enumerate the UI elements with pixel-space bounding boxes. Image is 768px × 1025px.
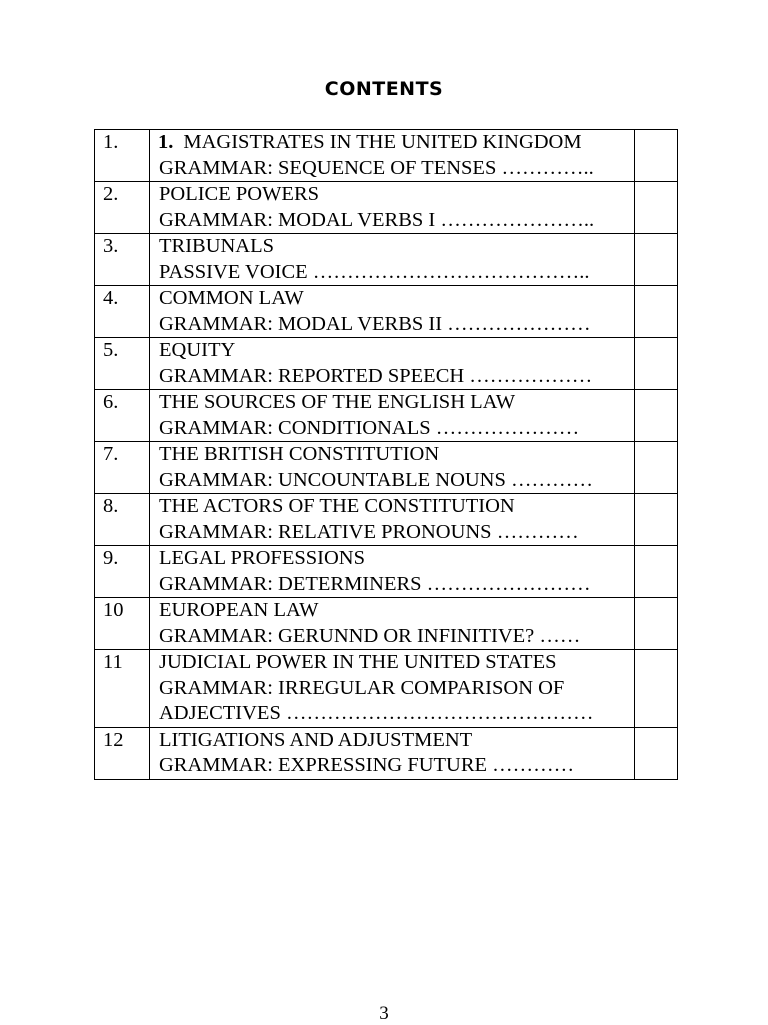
entry-subtitle: GRAMMAR: UNCOUNTABLE NOUNS ………… (159, 468, 594, 491)
table-row (95, 338, 678, 390)
entry-title: LITIGATIONS AND ADJUSTMENT (159, 728, 473, 751)
entry-subtitle: GRAMMAR: REPORTED SPEECH ……………… (159, 364, 593, 387)
table-row (95, 286, 678, 338)
entry-subtitle: GRAMMAR: CONDITIONALS ………………… (159, 416, 580, 439)
entry-number: 3. (95, 234, 150, 286)
page-number: 3 (379, 1003, 389, 1024)
entry-page-cell (635, 130, 678, 182)
entry-page-cell (635, 286, 678, 338)
entry-page-cell (635, 546, 678, 598)
entry-subtitle: ADJECTIVES ……………………………………… (159, 702, 594, 724)
entry-subtitle: GRAMMAR: MODAL VERBS II ………………… (159, 312, 591, 335)
entry-topic (150, 442, 635, 494)
entry-number: 11 (95, 650, 150, 728)
entry-title: THE ACTORS OF THE CONSTITUTION (159, 495, 515, 517)
table-row (95, 234, 678, 286)
entry-topic (150, 338, 635, 390)
entry-subtitle: GRAMMAR: EXPRESSING FUTURE ………… (159, 754, 575, 776)
entry-topic (150, 390, 635, 442)
entry-page-cell (635, 494, 678, 546)
entry-title: EQUITY (159, 339, 236, 361)
entry-page-cell (635, 182, 678, 234)
entry-subtitle: GRAMMAR: GERUNND OR INFINITIVE? …… (159, 624, 581, 647)
entry-number: 6. (95, 390, 150, 442)
entry-number: 8. (95, 494, 150, 546)
entry-topic (150, 494, 635, 546)
entry-number: 1. (95, 130, 150, 182)
entry-page-cell (635, 390, 678, 442)
entry-topic (150, 546, 635, 598)
entry-topic (150, 650, 635, 728)
entry-subtitle: GRAMMAR: DETERMINERS …………………… (159, 572, 591, 595)
entry-page-cell (635, 234, 678, 286)
table-row (95, 130, 678, 182)
entry-subtitle: GRAMMAR: RELATIVE PRONOUNS ………… (159, 520, 579, 543)
entry-title: EUROPEAN LAW (159, 599, 319, 621)
entry-number: 9. (95, 546, 150, 598)
table-row (95, 598, 678, 650)
entry-subtitle: GRAMMAR: SEQUENCE OF TENSES ………….. (159, 156, 594, 179)
entry-topic (150, 727, 635, 779)
page-title: CONTENTS (324, 78, 444, 100)
entry-topic (150, 234, 635, 286)
entry-title: POLICE POWERS (159, 183, 320, 205)
entry-page-cell (635, 650, 678, 728)
entry-title-text: MAGISTRATES IN THE UNITED KINGDOM (183, 131, 582, 153)
entry-title: COMMON LAW (159, 287, 304, 309)
entry-title: JUDICIAL POWER IN THE UNITED STATES (159, 651, 557, 673)
entry-page-cell (635, 338, 678, 390)
entry-number: 4. (95, 286, 150, 338)
entry-topic (150, 182, 635, 234)
entry-page-cell (635, 598, 678, 650)
entry-title: THE BRITISH CONSTITUTION (159, 443, 440, 465)
table-row (95, 494, 678, 546)
entry-subtitle: GRAMMAR: MODAL VERBS I ………………….. (159, 208, 595, 231)
entry-subtitle: PASSIVE VOICE ………………………………….. (159, 260, 590, 283)
table-row (95, 546, 678, 598)
entry-number: 5. (95, 338, 150, 390)
table-row (95, 442, 678, 494)
contents-table (94, 129, 678, 780)
entry-title: LEGAL PROFESSIONS (159, 547, 365, 569)
contents-table-body (95, 130, 678, 780)
entry-page-cell (635, 442, 678, 494)
entry-title: TRIBUNALS (159, 235, 275, 257)
table-row (95, 390, 678, 442)
entry-number: 12 (95, 727, 150, 779)
entry-page-cell (635, 727, 678, 779)
entry-title: THE SOURCES OF THE ENGLISH LAW (159, 391, 516, 413)
entry-number: 2. (95, 182, 150, 234)
table-row (95, 727, 678, 779)
entry-subtitle: GRAMMAR: IRREGULAR COMPARISON OF (159, 676, 565, 699)
table-row (95, 182, 678, 234)
entry-number: 10 (95, 598, 150, 650)
entry-title (150, 130, 632, 156)
entry-topic (150, 130, 635, 182)
entry-inline-number: 1. (158, 131, 174, 153)
entry-topic (150, 286, 635, 338)
entry-number: 7. (95, 442, 150, 494)
entry-topic (150, 598, 635, 650)
table-row (95, 650, 678, 728)
